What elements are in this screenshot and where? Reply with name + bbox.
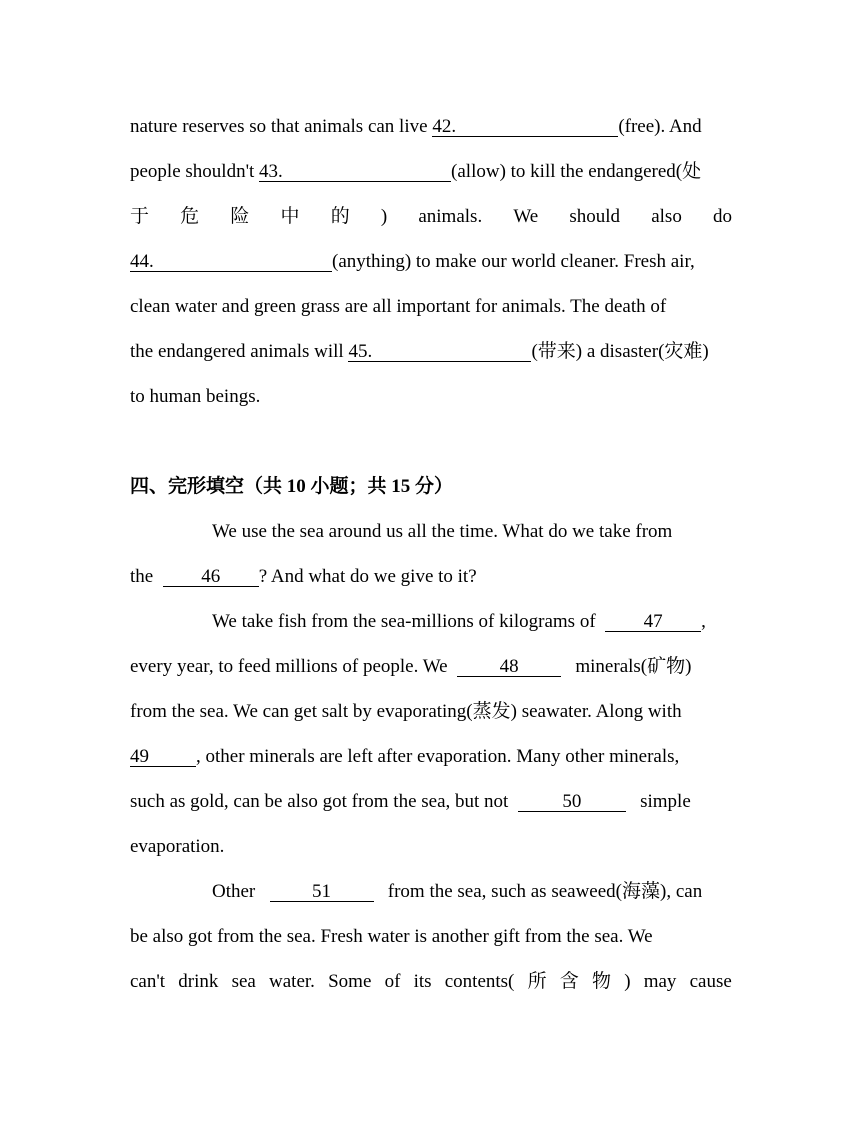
blank-number: 49 xyxy=(130,746,149,767)
word: We xyxy=(513,206,539,227)
blank-43[interactable] xyxy=(259,162,451,182)
word: also xyxy=(651,206,682,227)
text: ? And what do we give to it? xyxy=(258,566,477,587)
text: , other minerals are left after evaporation. Many other minerals, xyxy=(196,746,680,767)
text: such as gold, can be also got from the sea, but not xyxy=(130,791,514,812)
blank-49[interactable] xyxy=(130,747,196,767)
text: evaporation. xyxy=(130,836,225,857)
blank-42[interactable] xyxy=(432,117,618,137)
text: to human beings. xyxy=(130,386,261,407)
blank-48[interactable] xyxy=(457,657,561,677)
document-page xyxy=(130,104,732,1004)
word: animals. xyxy=(418,206,483,227)
text-line xyxy=(130,644,732,689)
text: the xyxy=(130,566,158,587)
word: can't xyxy=(130,971,166,992)
text: every year, to feed millions of people. We xyxy=(130,656,453,677)
word: should xyxy=(569,206,621,227)
text: people shouldn't xyxy=(130,161,260,182)
word: Some xyxy=(328,971,372,992)
blank-number: 47 xyxy=(643,611,663,632)
blank-number: 42. xyxy=(432,116,457,137)
text: , xyxy=(701,611,706,632)
text: simple xyxy=(640,791,691,812)
text-line xyxy=(130,824,732,869)
word: 所 xyxy=(527,971,547,992)
text: We take fish from the sea-millions of kilograms of xyxy=(212,611,601,632)
word: 含 xyxy=(559,971,579,992)
word: of xyxy=(384,971,401,992)
word: 中 xyxy=(280,206,300,227)
blank-number: 43. xyxy=(259,161,283,182)
word: 危 xyxy=(180,206,200,227)
text: be also got from the sea. Fresh water is another gift from the sea. We xyxy=(130,926,653,947)
text-line xyxy=(130,239,732,284)
blank-44[interactable] xyxy=(130,252,332,272)
text: clean water and green grass are all important for animals. The death of xyxy=(130,296,667,317)
text: (anything) to make our world cleaner. Fresh air, xyxy=(332,251,695,272)
text-line xyxy=(130,554,732,599)
word: 的 xyxy=(330,206,350,227)
blank-number: 44. xyxy=(130,251,154,272)
text-line xyxy=(130,329,732,374)
text: nature reserves so that animals can live xyxy=(130,116,433,137)
word: water. xyxy=(269,971,315,992)
text-line xyxy=(130,104,732,149)
blank-50[interactable] xyxy=(518,792,626,812)
blank-number: 45. xyxy=(348,341,373,362)
text-line xyxy=(130,689,732,734)
word: contents( xyxy=(444,971,515,992)
text-line-justified xyxy=(130,194,732,239)
text: the endangered animals will xyxy=(130,341,349,362)
blank-number: 50 xyxy=(562,791,582,812)
text-line xyxy=(130,374,732,419)
word: its xyxy=(413,971,432,992)
text-line-justified xyxy=(130,959,732,1004)
word: ) xyxy=(380,206,388,227)
word: cause xyxy=(689,971,732,992)
blank-45[interactable] xyxy=(348,342,531,362)
blank-47[interactable] xyxy=(605,612,701,632)
blank-51[interactable] xyxy=(270,882,374,902)
blank-number: 48 xyxy=(499,656,519,677)
text: (free). And xyxy=(618,116,702,137)
blank-number: 46 xyxy=(201,566,221,587)
text: (带来) a disaster(灾难) xyxy=(531,341,709,362)
word: 于 xyxy=(130,206,150,227)
word: ) xyxy=(624,971,631,992)
text-line xyxy=(130,284,732,329)
text: minerals(矿物) xyxy=(575,656,692,677)
text-line xyxy=(130,869,732,914)
text-line xyxy=(130,779,732,824)
word: may xyxy=(643,971,677,992)
text: (allow) to kill the endangered(处 xyxy=(451,161,702,182)
word: drink xyxy=(178,971,219,992)
text-line xyxy=(130,149,732,194)
text-line xyxy=(130,509,732,554)
word: 险 xyxy=(230,206,250,227)
blank-number: 51 xyxy=(312,881,332,902)
section-heading: 四、完形填空（共 10 小题；共 15 分） xyxy=(130,476,454,497)
text: from the sea, such as seaweed(海藻), can xyxy=(387,881,703,902)
text: We use the sea around us all the time. What do we take from xyxy=(212,521,673,542)
text-line xyxy=(130,599,732,644)
word: 物 xyxy=(591,971,611,992)
text-line xyxy=(130,734,732,779)
text: Other xyxy=(212,881,261,902)
text: from the sea. We can get salt by evaporating(蒸发) seawater. Along with xyxy=(130,701,682,722)
text-line xyxy=(130,914,732,959)
blank-46[interactable] xyxy=(163,567,259,587)
word: do xyxy=(712,206,732,227)
word: sea xyxy=(231,971,256,992)
